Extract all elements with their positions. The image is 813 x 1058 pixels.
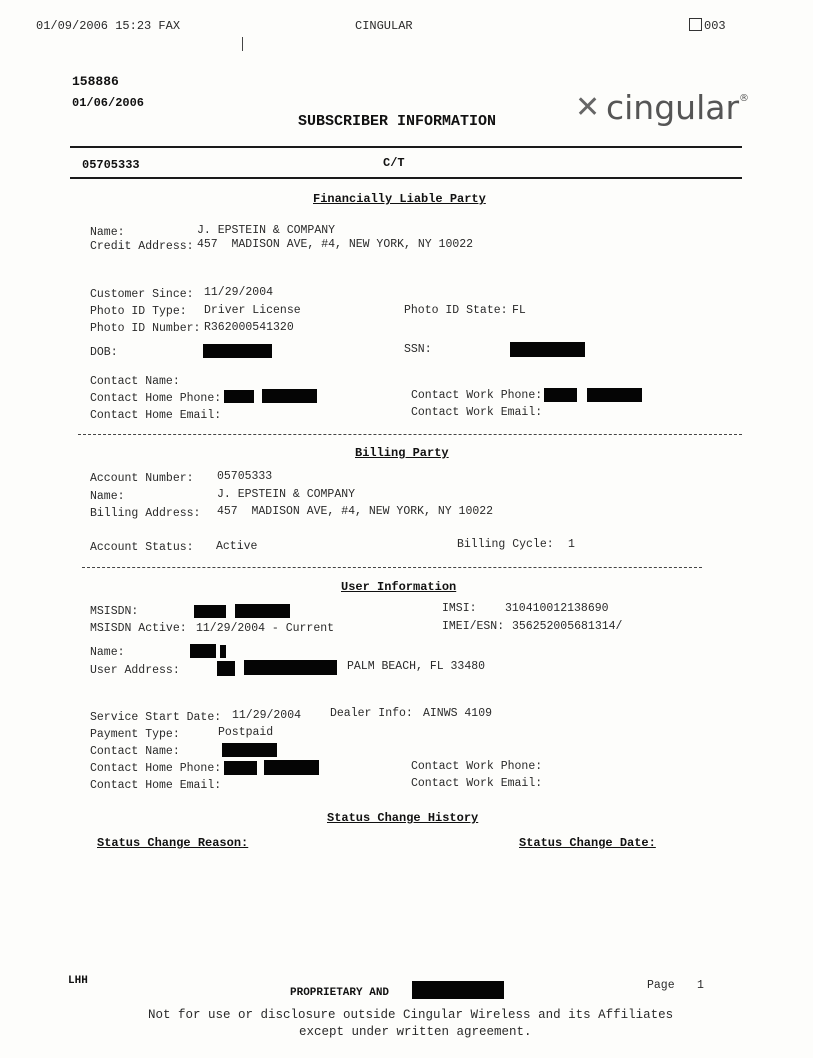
fl-since-label: Customer Since: <box>90 288 194 301</box>
redaction-user-name-1 <box>190 644 216 658</box>
fl-photo-number-label: Photo ID Number: <box>90 322 201 335</box>
redaction-user-contact-name <box>222 743 277 757</box>
billing-address-label: Billing Address: <box>90 507 201 520</box>
billing-name-value: J. EPSTEIN & COMPANY <box>217 488 356 501</box>
user-dealer-label: Dealer Info: <box>330 707 413 720</box>
fax-page-icon <box>689 18 702 31</box>
fl-photo-state-value: FL <box>512 304 526 317</box>
redaction-user-home-phone-area <box>224 761 257 775</box>
fax-page-number: 003 <box>704 19 726 33</box>
fl-photo-type-label: Photo ID Type: <box>90 305 187 318</box>
redaction-work-phone <box>587 388 642 402</box>
fl-ssn-label: SSN: <box>404 343 432 356</box>
redaction-home-phone <box>262 389 317 403</box>
user-start-value: 11/29/2004 <box>232 709 302 722</box>
redaction-user-address-2 <box>244 660 337 675</box>
billing-status-value: Active <box>216 540 258 553</box>
user-home-email-label: Contact Home Email: <box>90 779 222 792</box>
section-status-history: Status Change History <box>327 811 479 825</box>
user-active-value: 11/29/2004 - Current <box>196 622 335 635</box>
section-financially-liable: Financially Liable Party <box>313 192 486 206</box>
user-imei-value: 356252005681314/ <box>512 620 623 633</box>
fl-name-label: Name: <box>90 226 125 239</box>
user-contact-name-label: Contact Name: <box>90 745 180 758</box>
billing-address-value: 457 MADISON AVE, #4, NEW YORK, NY 10022 <box>217 505 494 518</box>
redaction-home-phone-area <box>224 390 254 403</box>
user-imsi-label: IMSI: <box>442 602 477 615</box>
redaction-ssn <box>510 342 585 357</box>
user-payment-label: Payment Type: <box>90 728 180 741</box>
user-home-phone-label: Contact Home Phone: <box>90 762 222 775</box>
fl-since-value: 11/29/2004 <box>204 286 274 299</box>
redaction-user-address-1 <box>217 661 235 676</box>
header-rule <box>70 177 742 179</box>
section-billing: Billing Party <box>355 446 449 460</box>
cingular-logo: cingular <box>606 88 740 127</box>
billing-name-label: Name: <box>90 490 125 503</box>
footer-notice-line1: Not for use or disclosure outside Cingular Wireless and its Affiliates <box>148 1008 674 1022</box>
mark-line <box>242 37 243 51</box>
footer-initials: LHH <box>68 975 88 987</box>
fl-name-value: J. EPSTEIN & COMPANY <box>197 224 336 237</box>
cingular-x-icon: ✕ <box>575 90 601 125</box>
footer-notice-line2: except under written agreement. <box>299 1025 532 1039</box>
footer-page-label: Page <box>647 979 675 992</box>
redaction-work-phone-area <box>544 388 577 402</box>
fl-credit-label: Credit Address: <box>90 240 194 253</box>
fl-photo-state-label: Photo ID State: <box>404 304 508 317</box>
user-name-label: Name: <box>90 646 125 659</box>
user-imsi-value: 310410012138690 <box>505 602 609 615</box>
doc-date: 01/06/2006 <box>72 96 145 110</box>
fl-work-email-label: Contact Work Email: <box>411 406 543 419</box>
billing-account-value: 05705333 <box>217 470 273 483</box>
user-address-label: User Address: <box>90 664 180 677</box>
logo-registered-mark: ® <box>739 93 749 104</box>
fax-sender: CINGULAR <box>355 19 413 33</box>
fl-photo-type-value: Driver License <box>204 304 301 317</box>
divider-financial <box>78 434 742 435</box>
redaction-user-name-2 <box>220 645 226 658</box>
status-date-header: Status Change Date: <box>519 836 656 850</box>
user-dealer-value: AINWS 4109 <box>423 707 493 720</box>
user-msisdn-label: MSISDN: <box>90 605 139 618</box>
redaction-user-home-phone <box>264 760 319 775</box>
fl-credit-value: 457 MADISON AVE, #4, NEW YORK, NY 10022 <box>197 238 474 251</box>
section-user: User Information <box>341 580 457 594</box>
billing-cycle-label: Billing Cycle: <box>457 538 554 551</box>
user-work-phone-label: Contact Work Phone: <box>411 760 543 773</box>
redaction-msisdn <box>235 604 290 618</box>
fax-datetime: 01/09/2006 15:23 FAX <box>36 19 181 33</box>
fl-work-phone-label: Contact Work Phone: <box>411 389 543 402</box>
billing-status-label: Account Status: <box>90 541 194 554</box>
billing-cycle-value: 1 <box>568 538 575 551</box>
divider-billing <box>82 567 702 568</box>
user-start-label: Service Start Date: <box>90 711 222 724</box>
user-address-value: PALM BEACH, FL 33480 <box>347 660 486 673</box>
user-payment-value: Postpaid <box>218 726 274 739</box>
top-rule <box>70 146 742 148</box>
footer-proprietary: PROPRIETARY AND <box>290 987 390 999</box>
doc-number: 158886 <box>72 74 119 89</box>
fl-photo-number-value: R362000541320 <box>204 321 294 334</box>
billing-account-label: Account Number: <box>90 472 194 485</box>
fl-home-phone-label: Contact Home Phone: <box>90 392 222 405</box>
redaction-proprietary <box>412 981 504 999</box>
redaction-dob <box>203 344 272 358</box>
user-active-label: MSISDN Active: <box>90 622 187 635</box>
footer-page-value: 1 <box>697 979 704 992</box>
user-work-email-label: Contact Work Email: <box>411 777 543 790</box>
ct-label: C/T <box>383 156 405 170</box>
page-title: SUBSCRIBER INFORMATION <box>298 113 497 130</box>
account-ref: 05705333 <box>82 158 140 172</box>
redaction-msisdn-area <box>194 605 226 618</box>
user-imei-label: IMEI/ESN: <box>442 620 505 633</box>
fl-contact-name-label: Contact Name: <box>90 375 180 388</box>
fl-home-email-label: Contact Home Email: <box>90 409 222 422</box>
fl-dob-label: DOB: <box>90 346 118 359</box>
status-reason-header: Status Change Reason: <box>97 836 249 850</box>
